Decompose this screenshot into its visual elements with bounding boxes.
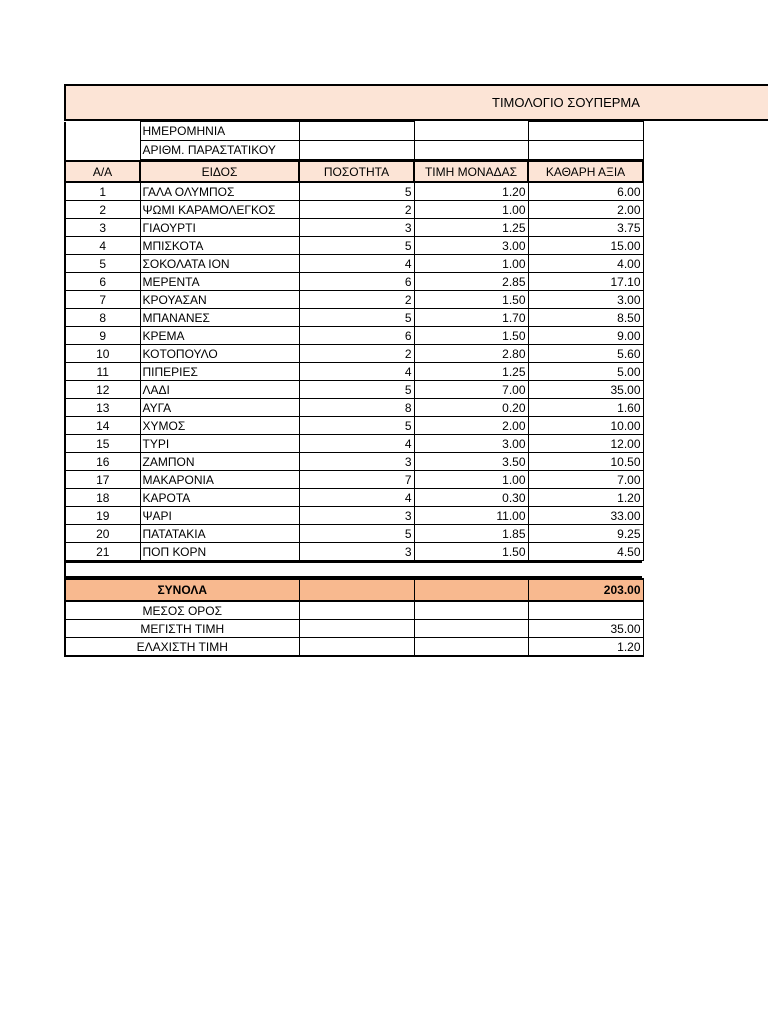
- row-number[interactable]: 11: [65, 363, 140, 381]
- item-net-value[interactable]: 33.00: [528, 507, 643, 525]
- table-row: [65, 507, 643, 525]
- row-number[interactable]: 2: [65, 201, 140, 219]
- item-net-value[interactable]: 10.00: [528, 417, 643, 435]
- doc-number-label: ΑΡΙΘΜ. ΠΑΡΑΣΤΑΤΙΚΟΥ: [140, 141, 299, 160]
- table-row: [65, 309, 643, 327]
- item-name[interactable]: ΚΟΤΟΠΟΥΛΟ: [140, 345, 299, 363]
- average-row: [65, 601, 643, 620]
- item-name[interactable]: ΖΑΜΠΟΝ: [140, 453, 299, 471]
- item-name[interactable]: ΚΡΟΥΑΣΑΝ: [140, 291, 299, 309]
- item-name[interactable]: ΜΠΙΣΚΟΤΑ: [140, 237, 299, 255]
- totals-row: [65, 579, 643, 601]
- max-value[interactable]: 35.00: [528, 620, 643, 638]
- item-unit-price[interactable]: 2.85: [414, 273, 528, 291]
- item-quantity[interactable]: 2: [299, 345, 414, 363]
- item-name[interactable]: ΤΥΡΙ: [140, 435, 299, 453]
- min-row: [65, 638, 643, 657]
- doc-number-row: [65, 141, 643, 160]
- table-row: [65, 182, 643, 201]
- row-number[interactable]: 18: [65, 489, 140, 507]
- title-band: [64, 84, 768, 121]
- item-quantity[interactable]: 5: [299, 237, 414, 255]
- totals-label: ΣΥΝΟΛΑ: [65, 579, 299, 601]
- min-price-cell[interactable]: [414, 638, 528, 657]
- item-unit-price[interactable]: 1.00: [414, 255, 528, 273]
- item-name[interactable]: ΛΑΔΙ: [140, 381, 299, 399]
- doc-number-extra-cell[interactable]: [414, 141, 528, 160]
- item-name[interactable]: ΠΟΠ ΚΟΡΝ: [140, 543, 299, 561]
- table-row: [65, 525, 643, 543]
- item-unit-price[interactable]: 1.50: [414, 291, 528, 309]
- items-table: [64, 160, 644, 561]
- meta-spacer-cell: [65, 122, 140, 141]
- row-number[interactable]: 1: [65, 182, 140, 201]
- header-net-value: ΚΑΘΑΡΗ ΑΞΙΑ: [528, 161, 643, 182]
- meta-table: [64, 121, 644, 160]
- item-net-value[interactable]: 10.50: [528, 453, 643, 471]
- row-number[interactable]: 17: [65, 471, 140, 489]
- item-net-value[interactable]: 3.00: [528, 291, 643, 309]
- item-unit-price[interactable]: 1.25: [414, 219, 528, 237]
- item-unit-price[interactable]: 1.85: [414, 525, 528, 543]
- max-price-cell[interactable]: [414, 620, 528, 638]
- item-unit-price[interactable]: 1.00: [414, 471, 528, 489]
- item-name[interactable]: ΨΩΜΙ ΚΑΡΑΜΟΛΕΓΚΟΣ: [140, 201, 299, 219]
- item-quantity[interactable]: 3: [299, 507, 414, 525]
- row-number[interactable]: 12: [65, 381, 140, 399]
- item-unit-price[interactable]: 1.20: [414, 182, 528, 201]
- max-row: [65, 620, 643, 638]
- item-name[interactable]: ΧΥΜΟΣ: [140, 417, 299, 435]
- header-aa: Α/Α: [65, 161, 140, 182]
- item-unit-price[interactable]: 1.50: [414, 327, 528, 345]
- date-blank-cell: [414, 122, 528, 141]
- totals-qty-cell[interactable]: [299, 579, 414, 601]
- table-row: [65, 363, 643, 381]
- header-item: ΕΙΔΟΣ: [140, 161, 299, 182]
- item-net-value[interactable]: 15.00: [528, 237, 643, 255]
- min-qty-cell[interactable]: [299, 638, 414, 657]
- table-row: [65, 453, 643, 471]
- item-net-value[interactable]: 3.75: [528, 219, 643, 237]
- invoice-title: ΤΙΜΟΛΟΓΙΟ ΣΟΥΠΕΡΜΑ: [492, 95, 640, 110]
- item-net-value[interactable]: 5.00: [528, 363, 643, 381]
- item-quantity[interactable]: 6: [299, 273, 414, 291]
- date-row: [65, 122, 643, 141]
- item-quantity[interactable]: 3: [299, 453, 414, 471]
- item-quantity[interactable]: 6: [299, 327, 414, 345]
- item-quantity[interactable]: 5: [299, 525, 414, 543]
- items-body: [65, 182, 643, 561]
- table-row: [65, 471, 643, 489]
- item-net-value[interactable]: 12.00: [528, 435, 643, 453]
- table-row: [65, 201, 643, 219]
- item-quantity[interactable]: 7: [299, 471, 414, 489]
- average-price-cell[interactable]: [414, 601, 528, 620]
- row-number[interactable]: 10: [65, 345, 140, 363]
- max-label: ΜΕΓΙΣΤΗ ΤΙΜΗ: [65, 620, 299, 638]
- item-net-value[interactable]: 2.00: [528, 201, 643, 219]
- doc-number-value-cell[interactable]: [299, 141, 414, 160]
- item-net-value[interactable]: 35.00: [528, 381, 643, 399]
- item-net-value[interactable]: 1.20: [528, 489, 643, 507]
- totals-net-value[interactable]: 203.00: [528, 579, 643, 601]
- item-unit-price[interactable]: 1.70: [414, 309, 528, 327]
- item-quantity[interactable]: 8: [299, 399, 414, 417]
- max-qty-cell[interactable]: [299, 620, 414, 638]
- item-name[interactable]: ΓΙΑΟΥΡΤΙ: [140, 219, 299, 237]
- meta-spacer-cell: [65, 141, 140, 160]
- min-value[interactable]: 1.20: [528, 638, 643, 657]
- totals-table: [64, 578, 644, 657]
- average-value[interactable]: [528, 601, 643, 620]
- item-name[interactable]: ΑΥΓΑ: [140, 399, 299, 417]
- row-number[interactable]: 4: [65, 237, 140, 255]
- item-name[interactable]: ΣΟΚΟΛΑΤΑ ΙΟΝ: [140, 255, 299, 273]
- item-net-value[interactable]: 1.60: [528, 399, 643, 417]
- table-row: [65, 399, 643, 417]
- date-label: ΗΜΕΡΟΜΗΝΙΑ: [140, 122, 299, 141]
- row-number[interactable]: 20: [65, 525, 140, 543]
- item-unit-price[interactable]: 3.00: [414, 435, 528, 453]
- item-name[interactable]: ΠΙΠΕΡΙΕΣ: [140, 363, 299, 381]
- item-unit-price[interactable]: 7.00: [414, 381, 528, 399]
- row-number[interactable]: 16: [65, 453, 140, 471]
- item-unit-price[interactable]: 1.50: [414, 543, 528, 561]
- item-quantity[interactable]: 3: [299, 219, 414, 237]
- row-number[interactable]: 19: [65, 507, 140, 525]
- item-net-value[interactable]: 4.50: [528, 543, 643, 561]
- min-label: ΕΛΑΧΙΣΤΗ ΤΙΜΗ: [65, 638, 299, 657]
- row-number[interactable]: 14: [65, 417, 140, 435]
- row-number[interactable]: 3: [65, 219, 140, 237]
- row-number[interactable]: 7: [65, 291, 140, 309]
- row-number[interactable]: 5: [65, 255, 140, 273]
- item-name[interactable]: ΠΑΤΑΤΑΚΙΑ: [140, 525, 299, 543]
- item-name[interactable]: ΚΡΕΜΑ: [140, 327, 299, 345]
- item-net-value[interactable]: 8.50: [528, 309, 643, 327]
- item-unit-price[interactable]: 1.00: [414, 201, 528, 219]
- item-unit-price[interactable]: 1.25: [414, 363, 528, 381]
- item-quantity[interactable]: 2: [299, 291, 414, 309]
- table-row: [65, 291, 643, 309]
- invoice-sheet: [64, 84, 768, 657]
- average-label: ΜΕΣΟΣ ΟΡΟΣ: [65, 601, 299, 620]
- table-row: [65, 327, 643, 345]
- item-net-value[interactable]: 7.00: [528, 471, 643, 489]
- item-name[interactable]: ΜΕΡΕΝΤΑ: [140, 273, 299, 291]
- item-net-value[interactable]: 9.00: [528, 327, 643, 345]
- item-net-value[interactable]: 9.25: [528, 525, 643, 543]
- item-unit-price[interactable]: 11.00: [414, 507, 528, 525]
- table-row: [65, 273, 643, 291]
- item-quantity[interactable]: 5: [299, 381, 414, 399]
- header-qty: ΠΟΣΟΤΗΤΑ: [299, 161, 414, 182]
- row-number[interactable]: 13: [65, 399, 140, 417]
- table-row: [65, 417, 643, 435]
- header-row: [65, 161, 643, 182]
- row-number[interactable]: 15: [65, 435, 140, 453]
- item-net-value[interactable]: 6.00: [528, 182, 643, 201]
- item-unit-price[interactable]: 0.20: [414, 399, 528, 417]
- item-net-value[interactable]: 4.00: [528, 255, 643, 273]
- item-quantity[interactable]: 3: [299, 543, 414, 561]
- table-row: [65, 435, 643, 453]
- blank-spacer-row: [64, 561, 642, 578]
- totals-price-cell[interactable]: [414, 579, 528, 601]
- average-qty-cell[interactable]: [299, 601, 414, 620]
- item-quantity[interactable]: 4: [299, 435, 414, 453]
- table-row: [65, 255, 643, 273]
- table-row: [65, 237, 643, 255]
- item-name[interactable]: ΜΑΚΑΡΟΝΙΑ: [140, 471, 299, 489]
- item-quantity[interactable]: 4: [299, 489, 414, 507]
- item-unit-price[interactable]: 2.00: [414, 417, 528, 435]
- item-quantity[interactable]: 4: [299, 363, 414, 381]
- row-number[interactable]: 8: [65, 309, 140, 327]
- item-name[interactable]: ΚΑΡΟΤΑ: [140, 489, 299, 507]
- item-quantity[interactable]: 5: [299, 182, 414, 201]
- row-number[interactable]: 6: [65, 273, 140, 291]
- item-quantity[interactable]: 4: [299, 255, 414, 273]
- table-row: [65, 489, 643, 507]
- table-row: [65, 543, 643, 561]
- item-quantity[interactable]: 5: [299, 417, 414, 435]
- item-unit-price[interactable]: 2.80: [414, 345, 528, 363]
- item-quantity[interactable]: 2: [299, 201, 414, 219]
- doc-number-extra-cell-2[interactable]: [528, 141, 643, 160]
- item-name[interactable]: ΜΠΑΝΑΝΕΣ: [140, 309, 299, 327]
- table-row: [65, 219, 643, 237]
- item-unit-price[interactable]: 3.00: [414, 237, 528, 255]
- row-number[interactable]: 21: [65, 543, 140, 561]
- date-value-cell[interactable]: [299, 122, 414, 141]
- item-unit-price[interactable]: 3.50: [414, 453, 528, 471]
- item-quantity[interactable]: 5: [299, 309, 414, 327]
- item-net-value[interactable]: 5.60: [528, 345, 643, 363]
- header-unit-price: ΤΙΜΗ ΜΟΝΑΔΑΣ: [414, 161, 528, 182]
- item-unit-price[interactable]: 0.30: [414, 489, 528, 507]
- item-name[interactable]: ΨΑΡΙ: [140, 507, 299, 525]
- row-number[interactable]: 9: [65, 327, 140, 345]
- date-extra-cell[interactable]: [528, 122, 643, 141]
- item-name[interactable]: ΓΑΛΑ ΟΛΥΜΠΟΣ: [140, 182, 299, 201]
- table-row: [65, 381, 643, 399]
- table-row: [65, 345, 643, 363]
- item-net-value[interactable]: 17.10: [528, 273, 643, 291]
